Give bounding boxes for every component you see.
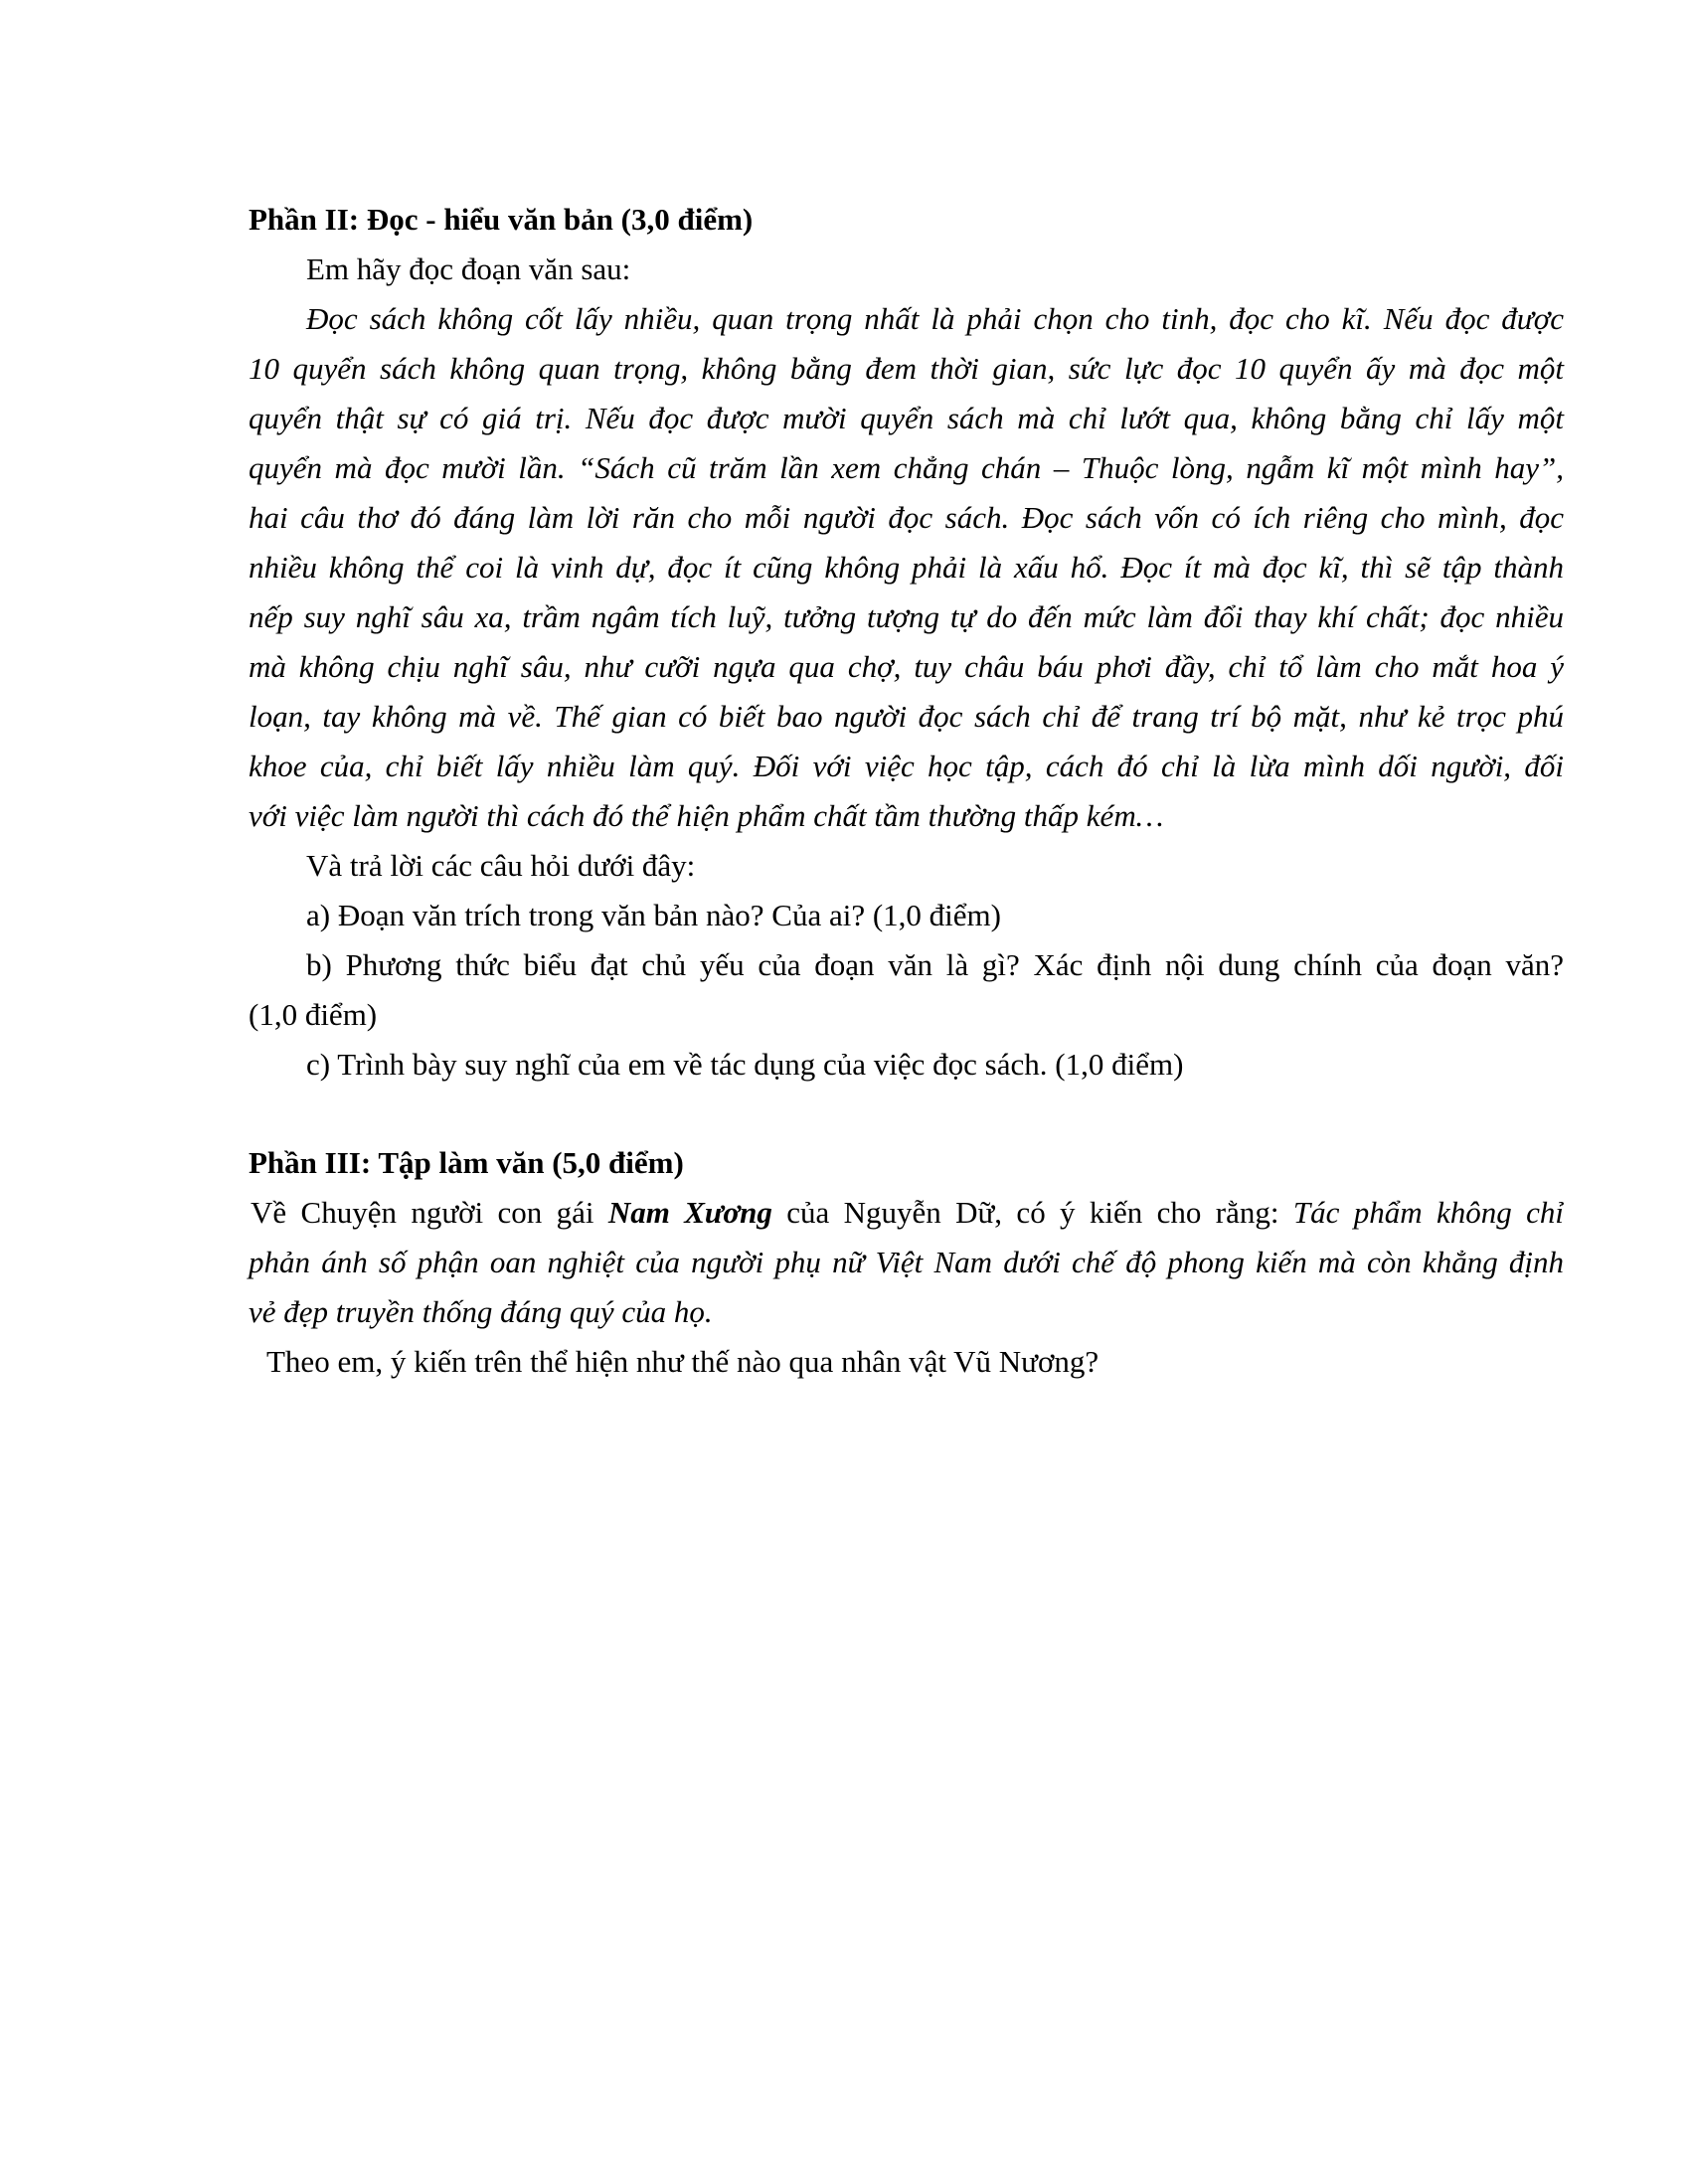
- passage-line: với việc làm người thì cách đó thể hiện phẩm chất tầm thường thấp kém…: [249, 798, 1164, 833]
- passage-line: mà không chịu nghĩ sâu, như cưỡi ngựa qua chợ, tuy châu báu phơi đầy, chỉ tổ làm cho mắt hoa ý: [249, 649, 1564, 684]
- part2-intro: Em hãy đọc đoạn văn sau:: [306, 252, 631, 286]
- essay-prompt-prefix: Về Chuyện người con gái: [251, 1195, 608, 1230]
- essay-prompt-line: [249, 1188, 1564, 1238]
- passage-line: loạn, tay không mà về. Thế gian có biết bao người đọc sách chỉ để trang trí bộ mặt, như kẻ trọc phú: [249, 699, 1564, 734]
- reading-passage: [249, 294, 1564, 841]
- passage-line: khoe của, chỉ biết lấy nhiều làm quý. Đối với việc học tập, cách đó chỉ là lừa mình dối người, đối: [249, 749, 1564, 783]
- question-b-points: (1,0 điểm): [249, 997, 378, 1032]
- question-a: a) Đoạn văn trích trong văn bản nào? Của ai? (1,0 điểm): [306, 898, 1001, 932]
- essay-quote-line: phản ánh số phận oan nghiệt của người phụ nữ Việt Nam dưới chế độ phong kiến mà còn khẳng định: [249, 1245, 1564, 1279]
- essay-quote-line: vẻ đẹp truyền thống đáng quý của họ.: [249, 1294, 713, 1329]
- section-gap: [249, 1090, 1564, 1138]
- document-content: [249, 195, 1564, 1387]
- passage-line: 10 quyển sách không quan trọng, không bằng đem thời gian, sức lực đọc 10 quyển ấy mà đọc một: [249, 351, 1564, 386]
- question-b: b) Phương thức biểu đạt chủ yếu của đoạn văn là gì? Xác định nội dung chính của đoạn văn?: [306, 947, 1564, 982]
- part3-heading: Phần III: Tập làm văn (5,0 điểm): [249, 1145, 684, 1180]
- passage-line: hai câu thơ đó đáng làm lời răn cho mỗi người đọc sách. Đọc sách vốn có ích riêng cho mình, đọc: [249, 500, 1564, 535]
- essay-question: Theo em, ý kiến trên thể hiện như thế nào qua nhân vật Vũ Nương?: [266, 1344, 1099, 1379]
- passage-line: nếp suy nghĩ sâu xa, trầm ngâm tích luỹ, tưởng tượng tự do đến mức làm đổi thay khí chất; đọc nhiều: [249, 599, 1564, 634]
- answer-prompt: Và trả lời các câu hỏi dưới đây:: [306, 848, 696, 883]
- question-c: c) Trình bày suy nghĩ của em về tác dụng của việc đọc sách. (1,0 điểm): [306, 1047, 1184, 1082]
- part2-heading: Phần II: Đọc - hiểu văn bản (3,0 điểm): [249, 202, 754, 237]
- passage-line: quyển mà đọc mười lần. “Sách cũ trăm lần xem chẳng chán – Thuộc lòng, ngẫm kĩ một mình hay”,: [249, 450, 1564, 485]
- passage-line: quyển thật sự có giá trị. Nếu đọc được mười quyển sách mà chỉ lướt qua, không bằng chỉ lấy một: [249, 401, 1564, 435]
- story-title: Nam Xương: [607, 1195, 772, 1230]
- essay-quote-start: Tác phẩm không chỉ: [1292, 1195, 1564, 1230]
- passage-line: nhiều không thể coi là vinh dự, đọc ít cũng không phải là xấu hổ. Đọc ít mà đọc kĩ, thì sẽ tập thành: [249, 550, 1564, 585]
- essay-prompt-mid: của Nguyễn Dữ, có ý kiến cho rằng:: [771, 1195, 1293, 1230]
- passage-line: Đọc sách không cốt lấy nhiều, quan trọng nhất là phải chọn cho tinh, đọc cho kĩ. Nếu đọc được: [306, 301, 1564, 336]
